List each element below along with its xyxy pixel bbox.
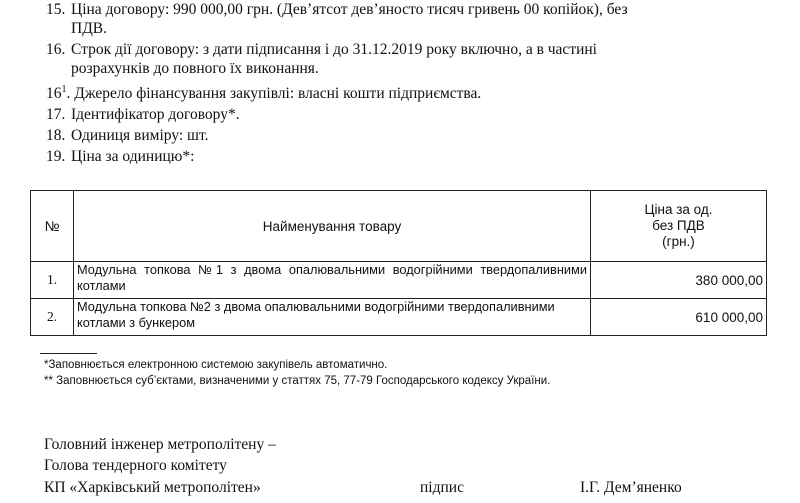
footnote-1: *Заповнюється електронною системою закупівель автоматично. (44, 359, 388, 371)
clause-text-continued: розрахунків до повного їх виконання. (71, 60, 319, 77)
clause-16 (46, 40, 776, 78)
goods-table (30, 190, 767, 336)
clause-19 (46, 147, 776, 166)
clause-18 (46, 126, 776, 145)
clause-text: Ціна договору: 990 000,00 грн. (Дев’ятсот дев’яносто тисяч гривень 00 копійок), без (71, 1, 628, 18)
clause-number: 16 (46, 85, 62, 102)
clause-number: 19. (46, 148, 66, 165)
clause-number: 15. (46, 1, 66, 18)
footnote-2: ** Заповнюється суб’єктами, визначеними у статтях 75, 77-79 Господарського кодексу України. (44, 375, 551, 387)
clause-text: . Джерело фінансування закупівлі: власні кошти підприємства. (66, 85, 482, 102)
clause-text: Строк дії договору: з дати підписання і до 31.12.2019 року включно, а в частині (71, 41, 597, 58)
header-number: № (31, 191, 74, 262)
clause-text-continued: ПДВ. (71, 20, 107, 37)
table-row (31, 299, 767, 336)
row-price: 610 000,00 (591, 299, 767, 336)
clause-superscript: 1 (61, 83, 67, 95)
signature-title-line1: Головний інженер метрополітену – (44, 436, 276, 453)
row-name: Модульна топкова №2 з двома опалювальними водогрійними твердопаливними котлами з бункером (74, 299, 591, 336)
header-price (591, 191, 767, 262)
header-price-line: (грн.) (662, 234, 695, 249)
clause-17 (46, 105, 776, 124)
signature-label: підпис (420, 479, 464, 496)
clause-text: Ідентифікатор договору*. (71, 106, 240, 123)
clause-number: 18. (46, 127, 66, 144)
clause-text: Одиниця виміру: шт. (71, 127, 209, 144)
header-price-line: Ціна за од. (644, 202, 713, 217)
signature-organization: КП «Харківський метрополітен» (44, 479, 261, 496)
row-number: 2. (31, 299, 74, 336)
clause-16-1 (46, 84, 776, 103)
row-number: 1. (31, 262, 74, 299)
header-name: Найменування товару (74, 191, 591, 262)
clause-number: 17. (46, 106, 66, 123)
table-row (31, 262, 767, 299)
row-name: Модульна топкова №1 з двома опалювальними водогрійними твердопаливними котлами (74, 262, 591, 299)
clause-text: Ціна за одиницю*: (71, 148, 195, 165)
clause-15 (46, 0, 776, 38)
footnote-divider (40, 353, 97, 354)
clause-number: 16. (46, 41, 66, 58)
signature-title-line2: Голова тендерного комітету (44, 457, 227, 474)
table-header-row (31, 191, 767, 262)
row-price: 380 000,00 (591, 262, 767, 299)
header-price-line: без ПДВ (652, 218, 705, 233)
signatory-name: І.Г. Дем’яненко (580, 479, 682, 496)
